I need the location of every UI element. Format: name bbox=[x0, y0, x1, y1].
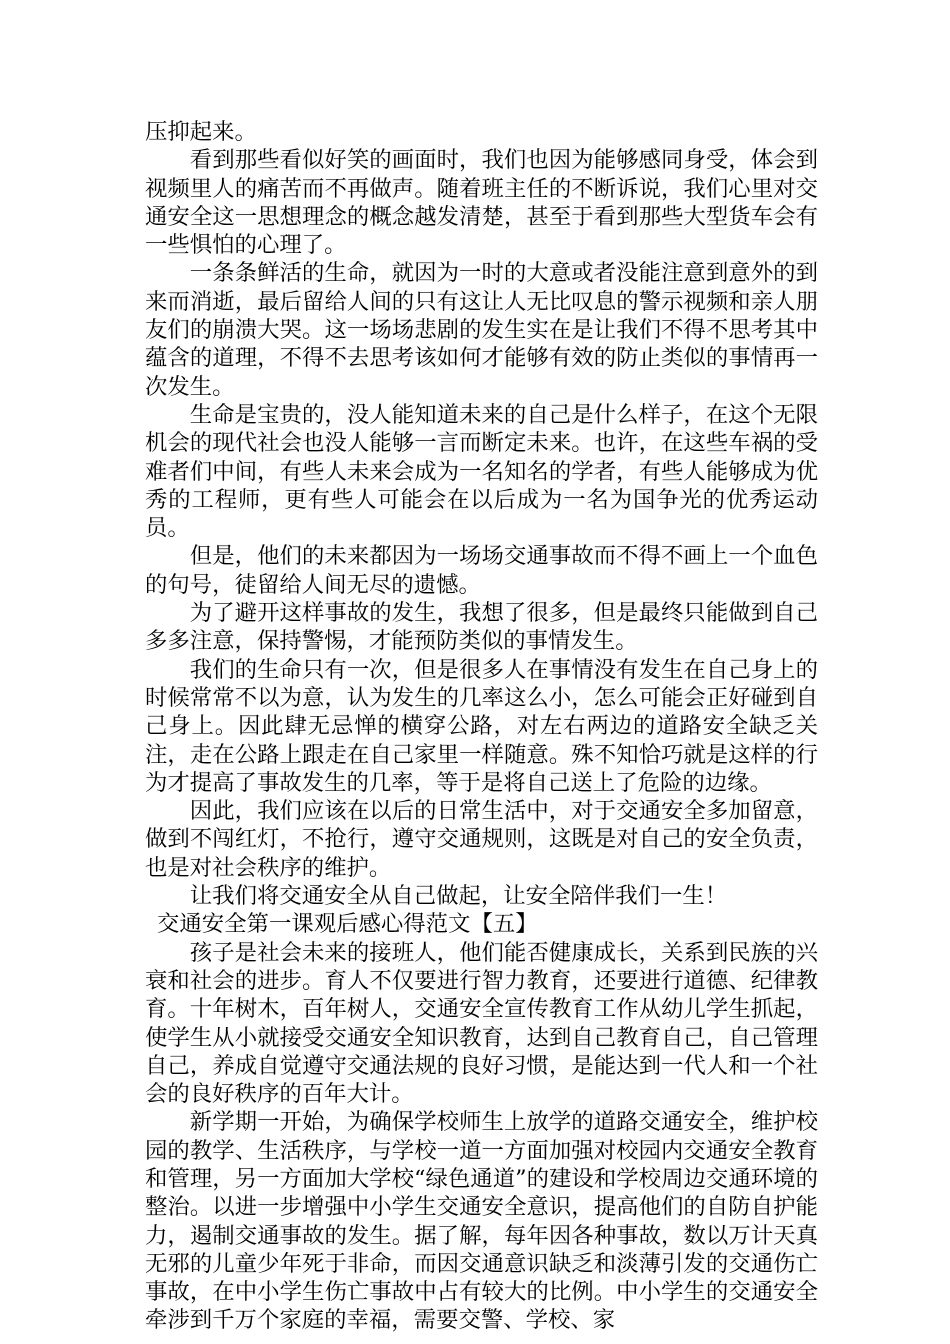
document-page bbox=[145, 118, 818, 1335]
paragraph: 一条条鲜活的生命，就因为一时的大意或者没能注意到意外的到来而消逝，最后留给人间的只有这让人无比叹息的警示视频和亲人朋友们的崩溃大哭。这一场场悲剧的发生实在是让我们不得不思考其中蕴含的道理，不得不去思考该如何才能够有效的防止类似的事情再一次发生。 bbox=[145, 260, 818, 400]
paragraph: 但是，他们的未来都因为一场场交通事故而不得不画上一个血色的句号，徒留给人间无尽的遗憾。 bbox=[145, 543, 818, 598]
paragraph: 孩子是社会未来的接班人，他们能否健康成长，关系到民族的兴衰和社会的进步。育人不仅要进行智力教育，还要进行道德、纪律教育。十年树木，百年树人，交通安全宣传教育工作从幼儿学生抓起，使学生从小就接受交通安全知识教育，达到自己教育自己，自己管理自己，养成自觉遵守交通法规的良好习惯，是能达到一代人和一个社会的良好秩序的百年大计。 bbox=[145, 939, 818, 1108]
paragraph: 为了避开这样事故的发生，我想了很多，但是最终只能做到自己多多注意，保持警惕，才能预防类似的事情发生。 bbox=[145, 600, 818, 655]
paragraph: 压抑起来。 bbox=[145, 119, 257, 145]
paragraph: 让我们将交通安全从自己做起，让安全陪伴我们一生！ bbox=[189, 883, 728, 910]
paragraph: 我们的生命只有一次，但是很多人在事情没有发生在自己身上的时候常常不以为意，认为发生的几率这么小，怎么可能会正好碰到自己身上。因此肆无忌惮的横穿公路，对左右两边的道路安全缺乏关注，走在公路上跟走在自己家里一样随意。殊不知恰巧就是这样的行为才提高了事故发生的几率，等于是将自己送上了危险的边缘。 bbox=[145, 656, 818, 796]
paragraph: 看到那些看似好笑的画面时，我们也因为能够感同身受，体会到视频里人的痛苦而不再做声。随着班主任的不断诉说，我们心里对交通安全这一思想理念的概念越发清楚，甚至于看到那些大型货车会有一些惧怕的心理了。 bbox=[145, 147, 818, 259]
paragraph: 新学期一开始，为确保学校师生上放学的道路交通安全，维护校园的教学、生活秩序，与学校一道一方面加强对校园内交通安全教育和管理，另一方面加大学校“绿色通道”的建设和学校周边交通环境的整治。以进一步增强中小学生交通安全意识，提高他们的自防自护能力，遏制交通事故的发生。据了解，每年因各种事故，数以万计天真无邪的儿童少年死于非命，而因交通意识缺乏和淡薄引发的交通伤亡事故，在中小学生伤亡事故中占有较大的比例。中小学生的交通安全牵涉到千万个家庭的幸福，需要交警、学校、家 bbox=[145, 1109, 818, 1334]
section-heading: 交通安全第一课观后感心得范文【五】 bbox=[157, 911, 538, 938]
paragraph: 生命是宝贵的，没人能知道未来的自己是什么样子，在这个无限机会的现代社会也没人能够一言而断定未来。也许，在这些车祸的受难者们中间，有些人未来会成为一名知名的学者，有些人能够成为优秀的工程师，更有些人可能会在以后成为一名为国争光的优秀运动员。 bbox=[145, 401, 818, 542]
paragraph: 因此，我们应该在以后的日常生活中，对于交通安全多加留意，做到不闯红灯，不抢行，遵守交通规则，这既是对自己的安全负责，也是对社会秩序的维护。 bbox=[145, 798, 818, 881]
